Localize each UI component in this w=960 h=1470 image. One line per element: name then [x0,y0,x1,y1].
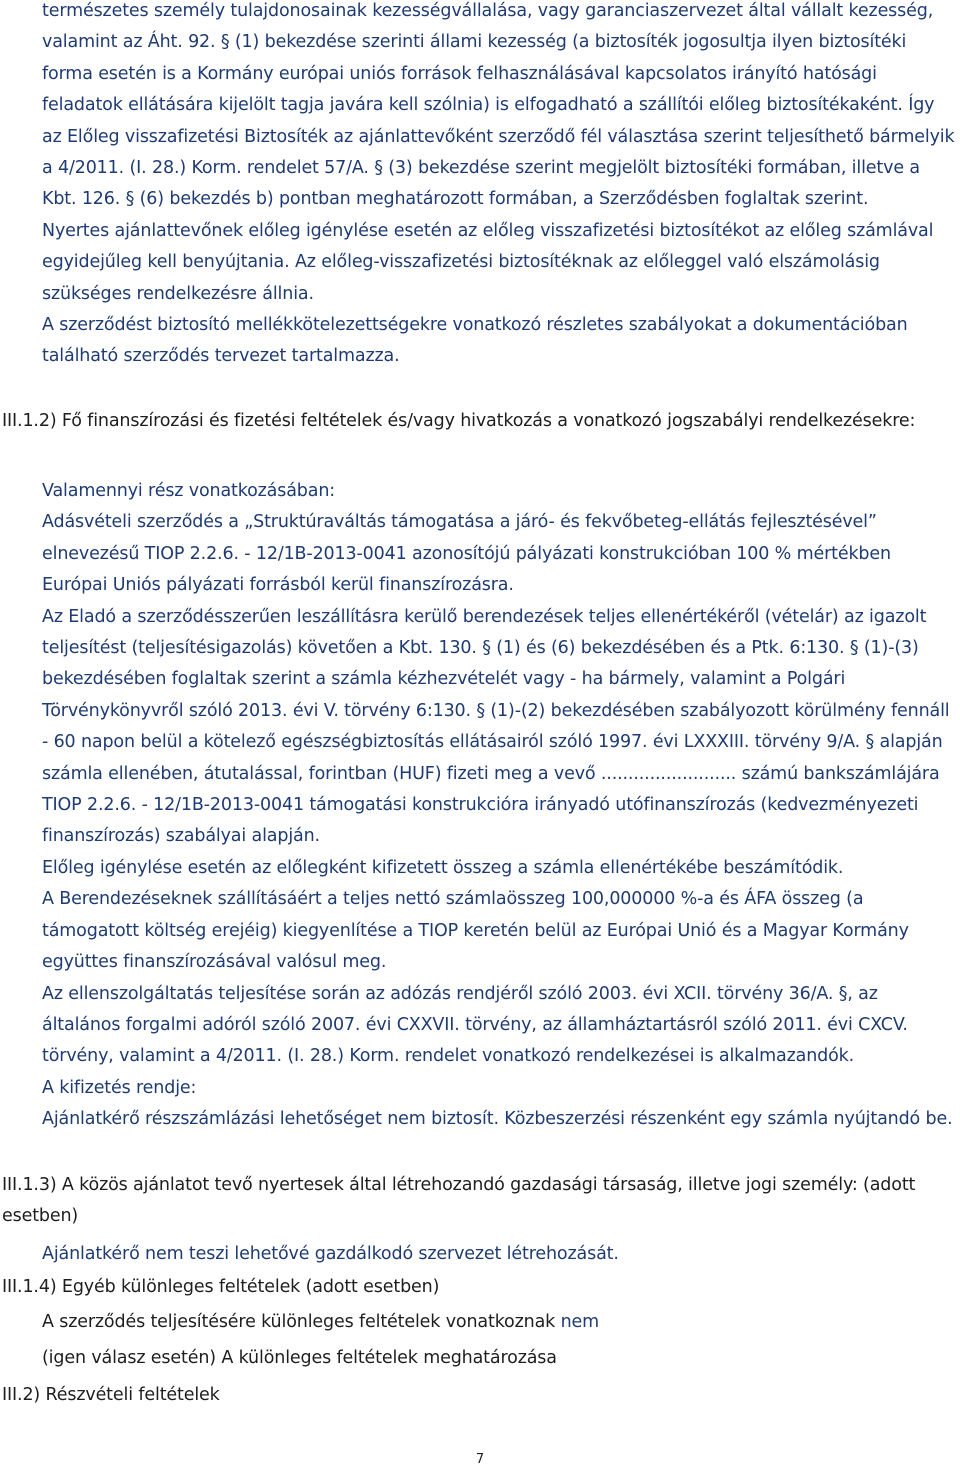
heading-III-1-3: III.1.3) A közös ajánlatot tevő nyertesek által létrehozandó gazdasági társaság, illetve jogi személy: (adott esetben) [2,1175,916,1227]
paragraph-guarantee-forms: természetes személy tulajdonosainak kezességvállalása, vagy garanciaszervezet által vállalt kezesség, valamint az Áht. 92. § (1) bekezdése szerinti állami kezesség (a biztosíték jogosultja ilyen biztosítéki forma esetén is a Kormány európai uniós források felhasználásával kapcsolatos irányító hatósági feladatok ellátására kijelölt tagja javára kell szólnia) is elfogadható a szállítói előleg biztosítékaként. Így az Előleg visszafizetési Biztosíték az ajánlattevőként szerződő fél választása szerint teljesíthető bármelyik a 4/2011. (I. 28.) Korm. rendelet 57/A. § (3) bekezdése szerint megjelölt biztosítéki formában, illetve a Kbt. 126. § (6) bekezdés b) pontban meghatározott formában, a Szerződésben foglaltak szerint. [42,1,955,210]
heading-III-2: III.2) Részvételi feltételek [2,1385,220,1405]
paragraph-sales-contract: Adásvételi szerződés a „Struktúraváltás támogatása a járó- és fekvőbeteg-ellátás fejlesztésével” elnevezésű TIOP 2.2.6. - 12/1B-2013-0041 azonosítójú pályázati konstrukcióban 100 % mértékben Európai Uniós pályázati forrásból kerül finanszírozásra. [42,512,891,596]
main-text [0,0,960,373]
paragraph-special-conditions-definition: (igen válasz esetén) A különleges feltételek meghatározása [42,1347,557,1368]
paragraph-advance-offset: Előleg igénylése esetén az előlegként kifizetett összeg a számla ellenértékébe beszámítódik. [42,857,844,878]
section-participation [0,1380,960,1411]
paragraph-payment-order: A kifizetés rendje: [42,1077,197,1098]
paragraph-no-company: Ajánlatkérő nem teszi lehetővé gazdálkodó szervezet létrehozását. [42,1243,619,1264]
section-joint-bidders [0,1170,960,1270]
paragraph-settlement: A Berendezéseknek szállításáért a teljes nettó számlaösszeg 100,000000 %-a és ÁFA összeg (a támogatott költség erejéig) kiegyenlítése a TIOP keretén belül az Európai Unió és a Magyar Kormány együttes finanszírozásával valósul meg. [42,889,909,973]
heading-III-1-2: III.1.2) Fő finanszírozási és fizetési feltételek és/vagy hivatkozás a vonatkozó jogszabályi rendelkezésekre: [2,411,916,431]
heading-III-1-4: III.1.4) Egyéb különleges feltételek (adott esetben) [2,1277,440,1297]
paragraph-applicable-laws: Az ellenszolgáltatás teljesítése során az adózás rendjéről szóló 2003. évi XCII. törvény 36/A. §, az általános forgalmi adóról szóló 2007. évi CXXVII. törvény, az államháztartásról szóló 2011. évi CXCV. törvény, valamint a 4/2011. (I. 28.) Korm. rendelet vonatkozó rendelkezései is alkalmazandók. [42,983,908,1067]
paragraph-special-conditions [0,1307,960,1338]
section-special-conditions [0,1272,960,1374]
section-financing [0,406,960,437]
paragraph-partial-invoicing: Ajánlatkérő részszámlázási lehetőséget nem biztosít. Közbeszerzési részenként egy számla nyújtandó be. [42,1109,953,1130]
paragraph-payment-terms: Az Eladó a szerződésszerűen leszállításra kerülő berendezések teljes ellenértékéről (vételár) az igazolt teljesítést (teljesítésigazolás) követően a Kbt. 130. § (1) és (6) bekezdésében és a Ptk. 6:130. § (1)-(3) bekezdésében foglaltak szerint a számla kézhezvételét vagy - ha bármely, valamint a Polgári Törvénykönyvről szóló 2013. évi V. törvény 6:130. § (1)-(2) bekezdésében szabályozott körülmény fennáll - 60 napon belül a kötelező egészségbiztosítás ellátásairól szóló 1997. évi LXXXIII. törvény 9/A. § alapján számla ellenében, átutalással, forintban (HUF) fizeti meg a vevő ......................... számú bankszámlájára TIOP 2.2.6. - 12/1B-2013-0041 támogatási konstrukcióra irányadó utófinanszírozás (kedvezményezeti finanszírozás) szabályai alapján. [42,606,950,847]
paragraph-all-parts: Valamennyi rész vonatkozásában: [42,481,336,501]
special-conditions-value: nem [560,1312,600,1333]
special-conditions-text: A szerződés teljesítésére különleges feltételek vonatkoznak [42,1312,556,1333]
financing-body [0,476,960,1136]
paragraph-contract-security: A szerződést biztosító mellékkötelezettségekre vonatkozó részletes szabályokat a dokumentációban található szerződés tervezet tartalmazza. [42,315,908,367]
paragraph-advance-guarantee: Nyertes ajánlattevőnek előleg igénylése esetén az előleg visszafizetési biztosítékot az előleg számlával egyidejűleg kell benyújtania. Az előleg-visszafizetési biztosítéknak az előleggel való elszámolásig szükséges rendelkezésre állnia. [42,220,934,304]
page-number: 7 [475,1452,485,1467]
